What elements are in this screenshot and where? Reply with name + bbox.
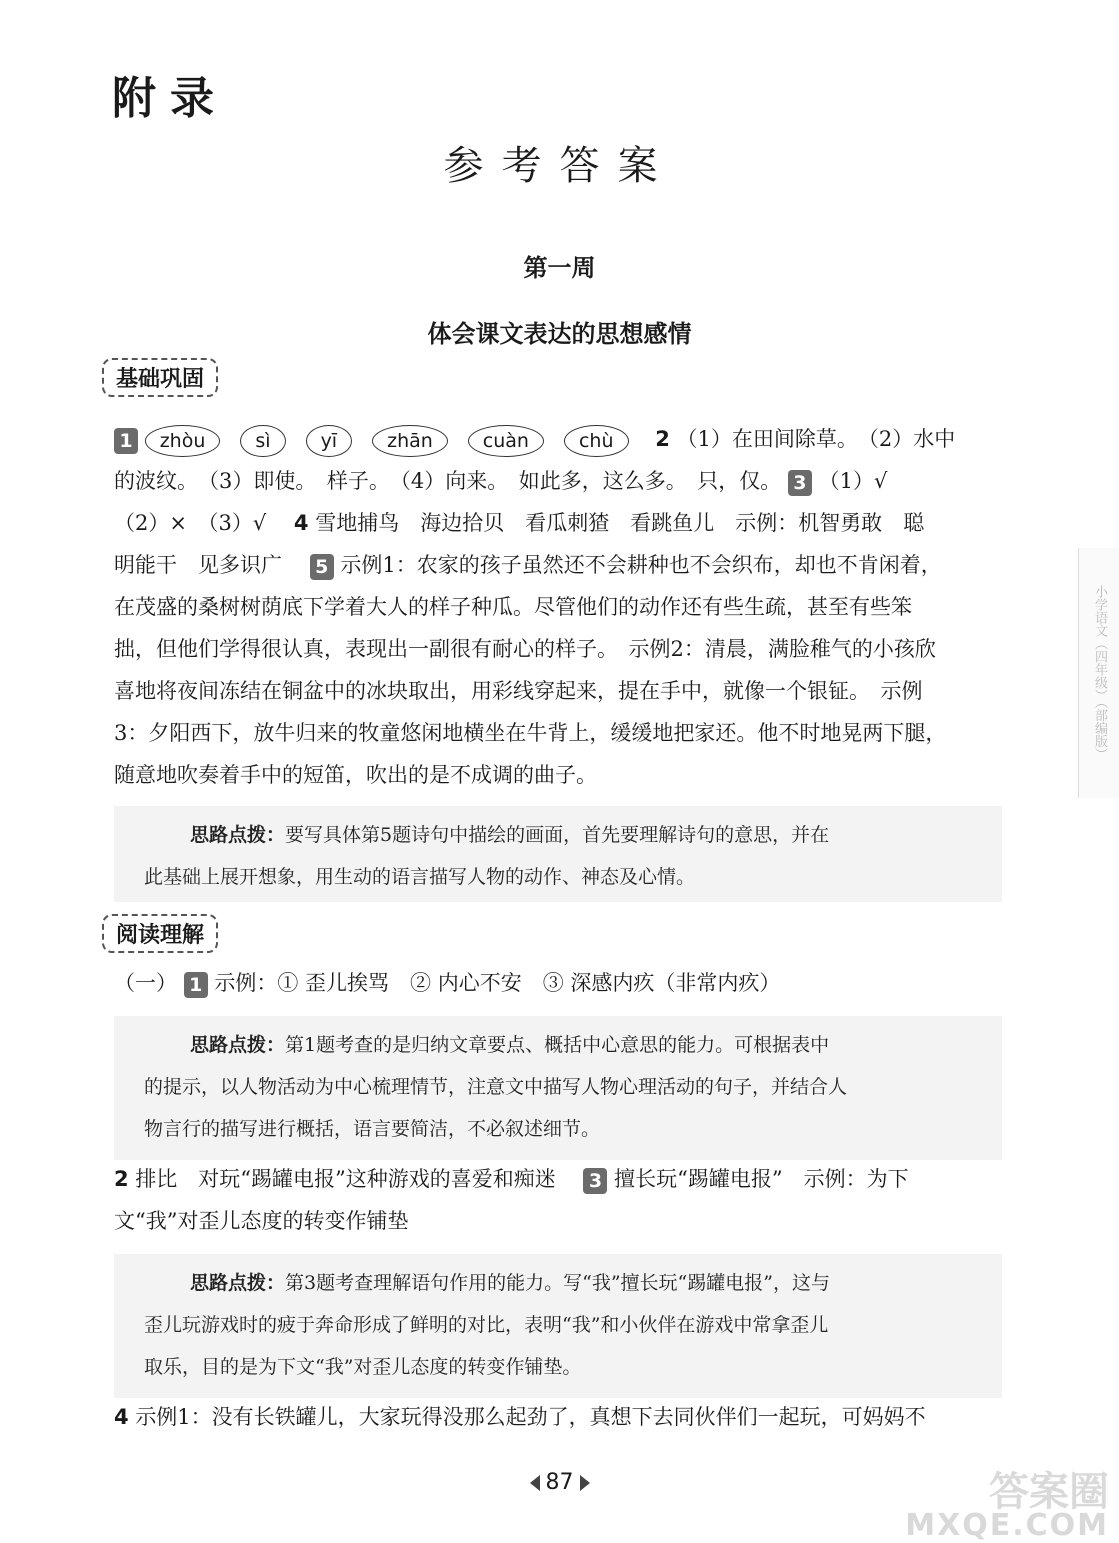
page-title: 参考答案	[443, 143, 676, 189]
question-number-badge: 3	[583, 1168, 607, 1194]
hint-line: 的提示，以人物活动为中心梳理情节，注意文中描写人物心理活动的句子，并结合人	[144, 1076, 848, 1098]
section-reading	[102, 914, 218, 953]
answer-line: 在茂盛的桑树树荫底下学着大人的样子种瓜。尽管他们的动作还有些生疏，甚至有些笨	[114, 595, 912, 619]
answer-text: 示例：① 歪儿挨骂 ② 内心不安 ③ 深感内疚（非常内疚）	[214, 971, 781, 995]
answer-line: 文“我”对歪儿态度的转变作铺垫	[114, 1209, 409, 1233]
watermark-url: MXQE.COM	[905, 1508, 1109, 1543]
hint-line: 思路点拨：第3题考查理解语句作用的能力。写“我”擅长玩“踢罐电报”，这与	[190, 1272, 830, 1294]
section-reading-label: 阅读理解	[102, 914, 218, 953]
hint-line: 思路点拨：要写具体第5题诗句中描绘的画面，首先要理解诗句的意思，并在	[190, 824, 830, 846]
answer-text: 擅长玩“踢罐电报” 示例：为下	[614, 1167, 909, 1191]
question-number: 4	[293, 511, 309, 535]
hint-label: 思路点拨：	[190, 824, 286, 846]
answer-text: （1）√	[818, 469, 888, 493]
answer-text: （2）× （3）√	[114, 511, 267, 535]
answer-text: 排比 对玩“踢罐电报”这种游戏的喜爱和痴迷	[135, 1167, 556, 1191]
answer-line-1	[114, 418, 1002, 460]
watermark	[905, 1469, 1109, 1543]
hint-box	[114, 1254, 1002, 1398]
pinyin-bubble: cuàn	[468, 425, 544, 457]
pinyin-bubble: yī	[306, 425, 353, 457]
answer-line-3	[114, 502, 1002, 544]
appendix-heading: 附录	[112, 73, 228, 124]
hint-line: 思路点拨：第1题考查的是归纳文章要点、概括中心意思的能力。可根据表中	[190, 1034, 830, 1056]
hint-box	[114, 806, 1002, 902]
reading-answer-4	[114, 1396, 1002, 1438]
question-number: 2	[655, 427, 670, 451]
reading-answer-2-3	[114, 1158, 1002, 1242]
answer-line: 喜地将夜间冻结在铜盆中的冰块取出，用彩线穿起来，提在手中，就像一个银钲。 示例	[114, 679, 923, 703]
answer-text: （1）在田间除草。 （2）水中	[676, 427, 956, 451]
answer-line: 随意地吹奏着手中的短笛，吹出的是不成调的曲子。	[114, 763, 597, 787]
watermark-logo: 答案圈	[989, 1469, 1109, 1515]
answer-text: 雪地捕鸟 海边拾贝 看瓜刺猹 看跳鱼儿 示例：机智勇敢 聪	[315, 511, 925, 535]
hint-line: 物言行的描写进行概括，语言要简洁，不必叙述细节。	[144, 1118, 601, 1140]
answer-line: 拙，但他们学得很认真，表现出一副很有耐心的样子。 示例2：清晨，满脸稚气的小孩欣	[114, 637, 936, 661]
reading-answer-1	[114, 962, 1002, 1004]
question-number-badge: 1	[184, 972, 208, 998]
answer-text: 明能干 见多识广	[114, 553, 282, 577]
answer-line-2	[114, 460, 1002, 502]
next-triangle-icon	[580, 1475, 590, 1491]
hint-label: 思路点拨：	[190, 1272, 286, 1294]
pinyin-bubble: zhān	[372, 425, 448, 457]
answer-text: 示例1：农家的孩子虽然还不会耕种也不会织布，却也不肯闲着，	[340, 553, 942, 577]
pinyin-bubble: sì	[240, 425, 285, 457]
week-heading: 第一周	[523, 253, 596, 282]
prev-triangle-icon	[530, 1475, 540, 1491]
part-label: （一）	[114, 971, 177, 995]
hint-line: 取乐，目的是为下文“我”对歪儿态度的转变作铺垫。	[144, 1356, 582, 1378]
pinyin-bubble: chù	[564, 425, 629, 457]
question-number-badge: 1	[114, 428, 138, 454]
question-number: 2	[114, 1167, 129, 1191]
answer-line: 3：夕阳西下，放牛归来的牧童悠闲地横坐在牛背上，缓缓地把家还。他不时地晃两下腿，	[114, 721, 947, 745]
section-basics	[102, 358, 218, 397]
hint-line: 歪儿玩游戏时的疲于奔命形成了鲜明的对比，表明“我”和小伙伴在游戏中常拿歪儿	[144, 1314, 829, 1336]
question-number: 4	[114, 1405, 129, 1429]
side-tab: 小学语文（四年级）（部编版）	[1078, 548, 1119, 798]
section-basics-label: 基础巩固	[102, 358, 218, 397]
lesson-subtitle: 体会课文表达的思想感情	[427, 319, 692, 348]
answer-text: 示例1：没有长铁罐儿，大家玩得没那么起劲了，真想下去同伙伴们一起玩，可妈妈不	[135, 1405, 926, 1429]
pinyin-bubble: zhòu	[145, 425, 221, 457]
question-number-badge: 5	[310, 554, 334, 580]
page-number: 87	[545, 1470, 574, 1495]
answer-text: 的波纹。 （3）即使。 样子。 （4）向来。 如此多，这么多。 只，仅。	[114, 469, 782, 493]
hint-label: 思路点拨：	[190, 1034, 286, 1056]
answer-line-4	[114, 544, 1002, 586]
hint-line: 此基础上展开想象，用生动的语言描写人物的动作、神态及心情。	[144, 866, 696, 888]
basics-answers	[114, 418, 1002, 796]
question-number-badge: 3	[788, 470, 812, 496]
hint-box	[114, 1016, 1002, 1160]
